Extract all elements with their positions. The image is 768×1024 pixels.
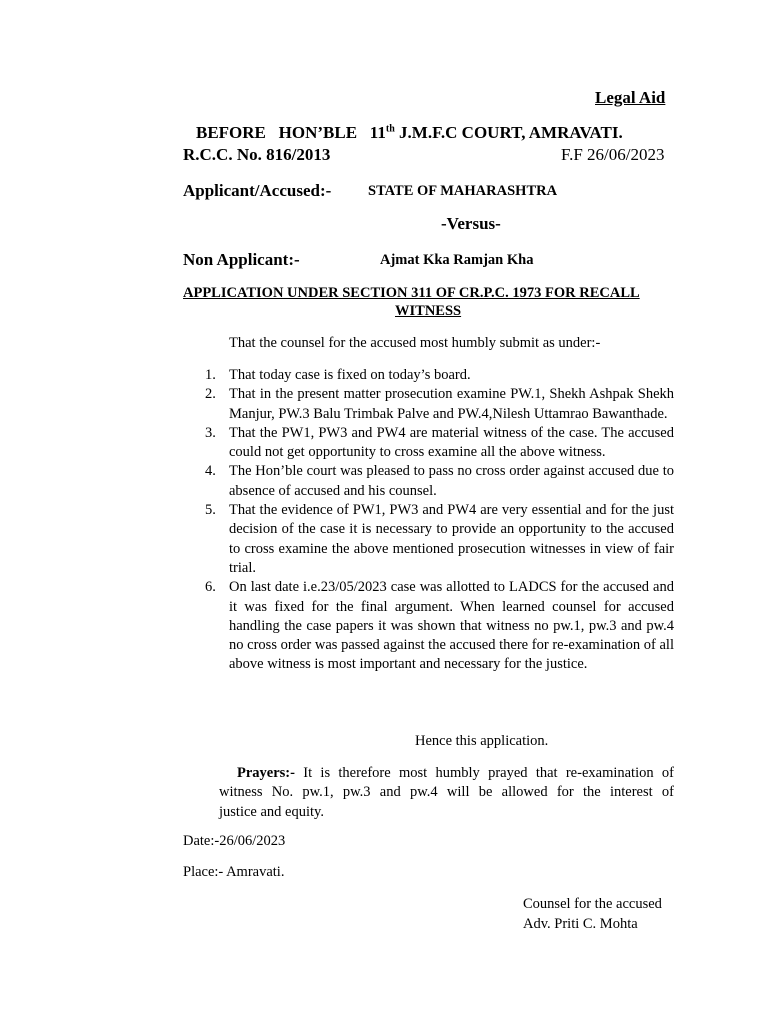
intro-paragraph: That the counsel for the accused most humbly submit as under:-: [229, 335, 601, 351]
list-item: [205, 424, 674, 463]
applicant-name: STATE OF MAHARASHTRA: [368, 183, 558, 199]
case-number: R.C.C. No. 816/2013: [183, 145, 331, 164]
court-title-after: J.M.F.C COURT, AMRAVATI.: [394, 123, 623, 142]
legal-aid-heading: Legal Aid: [595, 88, 666, 107]
point-text: The Hon’ble court was pleased to pass no cross order against accused due to absence of accused and his counsel.: [229, 463, 674, 499]
first-fixed-date: F.F 26/06/2023: [561, 145, 665, 164]
list-item: [205, 385, 674, 424]
versus-label: -Versus-: [441, 214, 501, 233]
point-number: 2.: [205, 386, 216, 403]
point-number: 3.: [205, 424, 216, 441]
prayers-line2: witness No. pw.1, pw.3 and pw.4 will be allowed for the interest of: [219, 784, 674, 801]
applicant-label: Applicant/Accused:-: [183, 181, 332, 200]
prayers-paragraph: [219, 764, 674, 822]
point-number: 1.: [205, 367, 216, 383]
non-applicant-label: Non Applicant:-: [183, 250, 300, 269]
point-number: 4.: [205, 463, 216, 480]
point-text: That in the present matter prosecution examine PW.1, Shekh Ashpak Shekh Manjur, PW.3 Balu Trimbak Palve and PW.4,Nilesh Uttamrao Bawanthade.: [229, 386, 674, 422]
advocate-signature-name: Adv. Priti C. Mohta: [523, 916, 638, 932]
prayers-line3: justice and equity.: [219, 803, 324, 820]
counsel-line: Counsel for the accused: [523, 896, 662, 912]
date-line: Date:-26/06/2023: [183, 833, 286, 849]
point-text: That the PW1, PW3 and PW4 are material witness of the case. The accused could not get opportunity to cross examine all the above witness.: [229, 424, 674, 461]
list-item: [205, 462, 674, 501]
prayers-label: Prayers:-: [237, 765, 295, 781]
submission-points-list: [205, 366, 674, 675]
point-text: On last date i.e.23/05/2023 case was allotted to LADCS for the accused and it was fixed for the final argument. When learned counsel for accused handling the case papers it was shown that witness no pw.1, pw.3 and pw.4 no cross order was passed against the accused there for re-examination of all above witness is most important and necessary for the justice.: [229, 579, 674, 673]
application-title-line2: WITNESS: [395, 303, 462, 319]
point-text: That the evidence of PW1, PW3 and PW4 are very essential and for the just decision of the case it is necessary to provide an opportunity to the accused to cross examine the above mentioned prosecution witnesses in view of fair trial.: [229, 502, 674, 576]
court-title-superscript: th: [385, 123, 395, 135]
list-item: [205, 366, 674, 385]
list-item: [205, 501, 674, 578]
application-title-line1: APPLICATION UNDER SECTION 311 OF CR.P.C. 1973 FOR RECALL: [183, 285, 640, 301]
hence-line: Hence this application.: [415, 733, 549, 749]
point-number: 5.: [205, 502, 216, 519]
court-title: [196, 123, 623, 143]
place-line: Place:- Amravati.: [183, 864, 285, 880]
list-item: [205, 578, 674, 674]
point-number: 6.: [205, 579, 216, 596]
court-title-before: BEFORE HON’BLE 11: [196, 123, 386, 142]
non-applicant-name: Ajmat Kka Ramjan Kha: [380, 252, 534, 268]
point-text: That today case is fixed on today’s board.: [229, 367, 471, 383]
prayers-line1: It is therefore most humbly prayed that re-examination of: [294, 765, 674, 781]
